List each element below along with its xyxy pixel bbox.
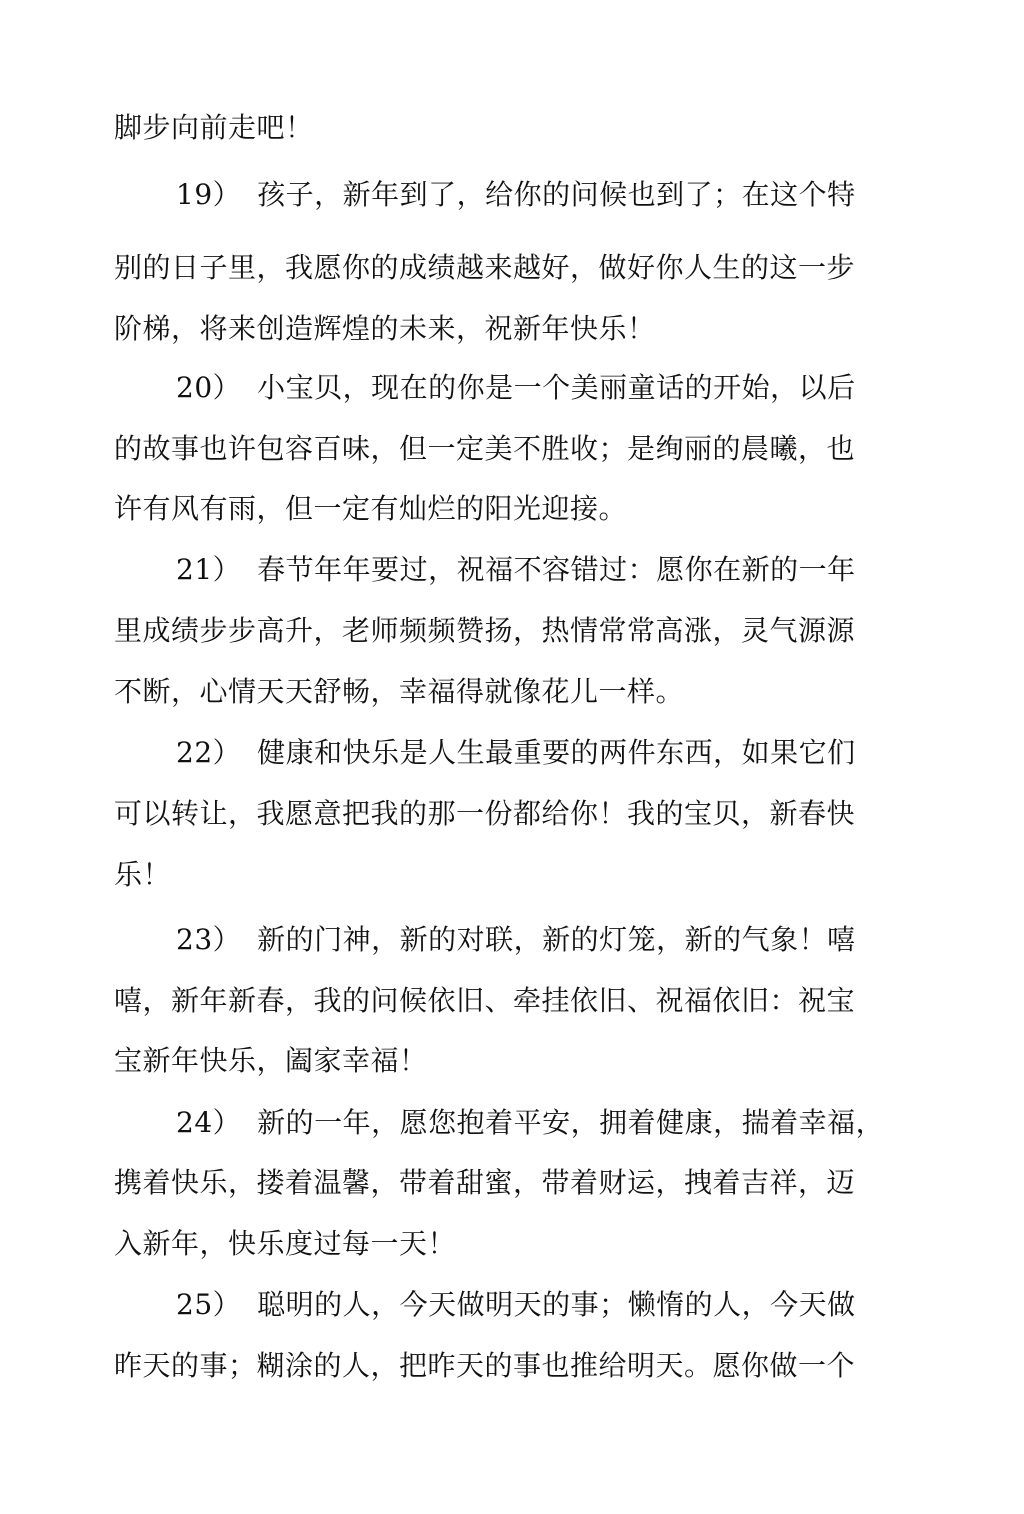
text-line: 入新年，快乐度过每一天！ bbox=[114, 1227, 457, 1260]
item-number: 24） bbox=[176, 1106, 242, 1139]
item-number: 20） bbox=[176, 371, 242, 404]
text-line: 阶梯，将来创造辉煌的未来，祝新年快乐！ bbox=[114, 312, 656, 345]
item-21-line bbox=[176, 552, 856, 588]
text-line: 孩子，新年到了，给你的问候也到了；在这个特 bbox=[257, 178, 856, 211]
text-line: 不断，心情天天舒畅，幸福得就像花儿一样。 bbox=[114, 675, 685, 708]
item-22-line bbox=[176, 735, 856, 771]
text-line: 健康和快乐是人生最重要的两件东西，如果它们 bbox=[257, 736, 856, 769]
item-20-line bbox=[176, 370, 856, 406]
item-number: 25） bbox=[176, 1288, 242, 1321]
item-24-line bbox=[176, 1105, 884, 1141]
item-number: 23） bbox=[176, 923, 242, 956]
text-line: 乐！ bbox=[114, 858, 172, 891]
item-number: 19） bbox=[176, 178, 242, 211]
text-line: 春节年年要过，祝福不容错过：愿你在新的一年 bbox=[257, 553, 856, 586]
item-number: 21） bbox=[176, 553, 242, 586]
text-line: 新的一年，愿您抱着平安，拥着健康，揣着幸福， bbox=[257, 1106, 885, 1139]
text-line: 的故事也许包容百味，但一定美不胜收；是绚丽的晨曦，也 bbox=[114, 432, 856, 465]
text-line: 聪明的人，今天做明天的事；懒惰的人，今天做 bbox=[257, 1288, 856, 1321]
text-line: 别的日子里，我愿你的成绩越来越好，做好你人生的这一步 bbox=[114, 251, 856, 284]
text-line: 脚步向前走吧！ bbox=[114, 111, 314, 144]
item-23-line bbox=[176, 922, 856, 958]
text-line: 昨天的事；糊涂的人，把昨天的事也推给明天。愿你做一个 bbox=[114, 1349, 856, 1382]
item-number: 22） bbox=[176, 736, 242, 769]
item-25-line bbox=[176, 1287, 856, 1323]
text-line: 新的门神，新的对联，新的灯笼，新的气象！嘻 bbox=[257, 923, 856, 956]
text-line: 嘻，新年新春，我的问候依旧、牵挂依旧、祝福依旧：祝宝 bbox=[114, 984, 856, 1017]
text-line: 宝新年快乐，阖家幸福！ bbox=[114, 1044, 428, 1077]
text-line: 小宝贝，现在的你是一个美丽童话的开始，以后 bbox=[257, 371, 856, 404]
text-line: 里成绩步步高升，老师频频赞扬，热情常常高涨，灵气源源 bbox=[114, 614, 856, 647]
text-line: 可以转让，我愿意把我的那一份都给你！我的宝贝，新春快 bbox=[114, 797, 856, 830]
text-line: 许有风有雨，但一定有灿烂的阳光迎接。 bbox=[114, 492, 628, 525]
item-19-line bbox=[176, 177, 856, 213]
text-line: 携着快乐，搂着温馨，带着甜蜜，带着财运，拽着吉祥，迈 bbox=[114, 1166, 856, 1199]
